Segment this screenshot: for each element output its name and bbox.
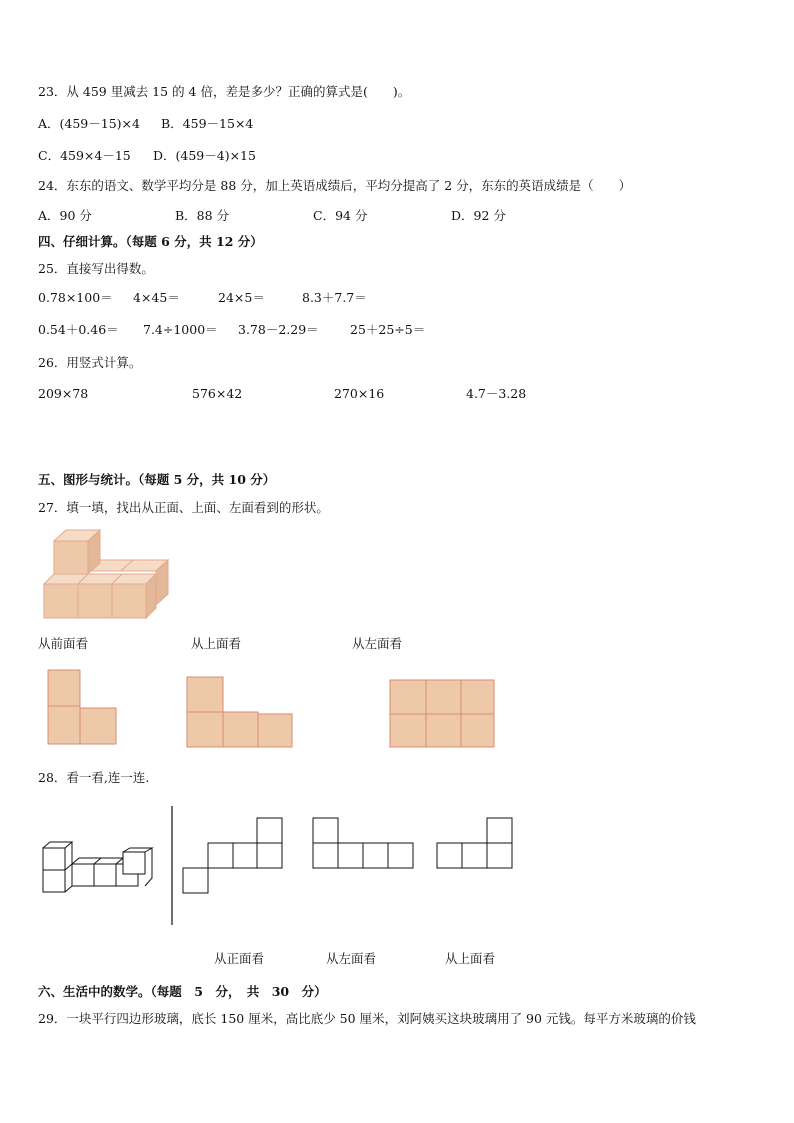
- q23-option-c[interactable]: C．459×4－15: [38, 148, 131, 163]
- q28-view-option-2[interactable]: [313, 818, 413, 868]
- q27-cube-stack: [44, 530, 168, 618]
- q27-view-top: [187, 677, 292, 747]
- section5-title: 五、图形与统计。（每题 5 分，共 10 分）: [38, 472, 276, 487]
- q23-stem: 23．从 459 里减去 15 的 4 倍，差是多少？正确的算式是( )。: [38, 84, 411, 99]
- q29-stem: 29．一块平行四边形玻璃，底长 150 厘米，高比底少 50 厘米，刘阿姨买这块玻璃用了 90 元钱。每平方米玻璃的价钱: [38, 1011, 696, 1026]
- q27-label-top: 从上面看: [191, 636, 242, 651]
- q27-view-left: [390, 680, 494, 747]
- q28-label-left[interactable]: 从左面看: [326, 951, 377, 966]
- q25-stem: 25．直接写出得数。: [38, 261, 154, 276]
- q28-label-top[interactable]: 从上面看: [445, 951, 496, 966]
- q28-stem: 28．看一看,连一连.: [38, 770, 150, 785]
- cube-front-face: [54, 541, 88, 574]
- q24-stem: 24．东东的语文、数学平均分是 88 分，加上英语成绩后，平均分提高了 2 分，东东的英语成绩是（ ）: [38, 178, 632, 193]
- q25-expr: 0.78×100＝: [38, 290, 113, 305]
- q27-view-front: [48, 670, 116, 744]
- cube-front-face: [78, 584, 112, 618]
- q25-expr: 3.78－2.29＝: [238, 322, 319, 337]
- q27-stem: 27．填一填，找出从正面、上面、左面看到的形状。: [38, 500, 329, 515]
- q25-expr: 8.3＋7.7＝: [302, 290, 367, 305]
- q23-option-a[interactable]: A．(459－15)×4: [38, 116, 140, 131]
- q25-expr: 25＋25÷5＝: [350, 322, 426, 337]
- q25-expr: 7.4÷1000＝: [143, 322, 218, 337]
- q23-option-d[interactable]: D．(459－4)×15: [153, 148, 256, 163]
- q25-expr: 24×5＝: [218, 290, 265, 305]
- q26-stem: 26．用竖式计算。: [38, 355, 142, 370]
- q25-expr: 0.54＋0.46＝: [38, 322, 119, 337]
- q28-view-option-1[interactable]: [183, 818, 282, 893]
- q24-option-d[interactable]: D．92 分: [451, 208, 506, 223]
- q26-item: 4.7－3.28: [466, 386, 527, 401]
- q23-option-b[interactable]: B．459－15×4: [161, 116, 254, 131]
- q27-label-front: 从前面看: [38, 636, 89, 651]
- q24-option-b[interactable]: B．88 分: [175, 208, 230, 223]
- q26-item: 209×78: [38, 386, 89, 401]
- q25-expr: 4×45＝: [133, 290, 180, 305]
- q24-option-a[interactable]: A．90 分: [38, 208, 92, 223]
- q28-view-option-3[interactable]: [437, 818, 512, 868]
- q27-label-left: 从左面看: [352, 636, 403, 651]
- section4-title: 四、仔细计算。（每题 6 分，共 12 分）: [38, 234, 263, 249]
- cube-front-face: [112, 584, 146, 618]
- q28-cube-figure: [43, 842, 152, 892]
- q26-item: 576×42: [192, 386, 243, 401]
- q24-option-c[interactable]: C．94 分: [313, 208, 368, 223]
- section6-title: 六、生活中的数学。（每题 5 分， 共 30 分）: [38, 984, 327, 999]
- cube-front-face: [44, 584, 78, 618]
- q28-label-front[interactable]: 从正面看: [214, 951, 265, 966]
- q26-item: 270×16: [334, 386, 385, 401]
